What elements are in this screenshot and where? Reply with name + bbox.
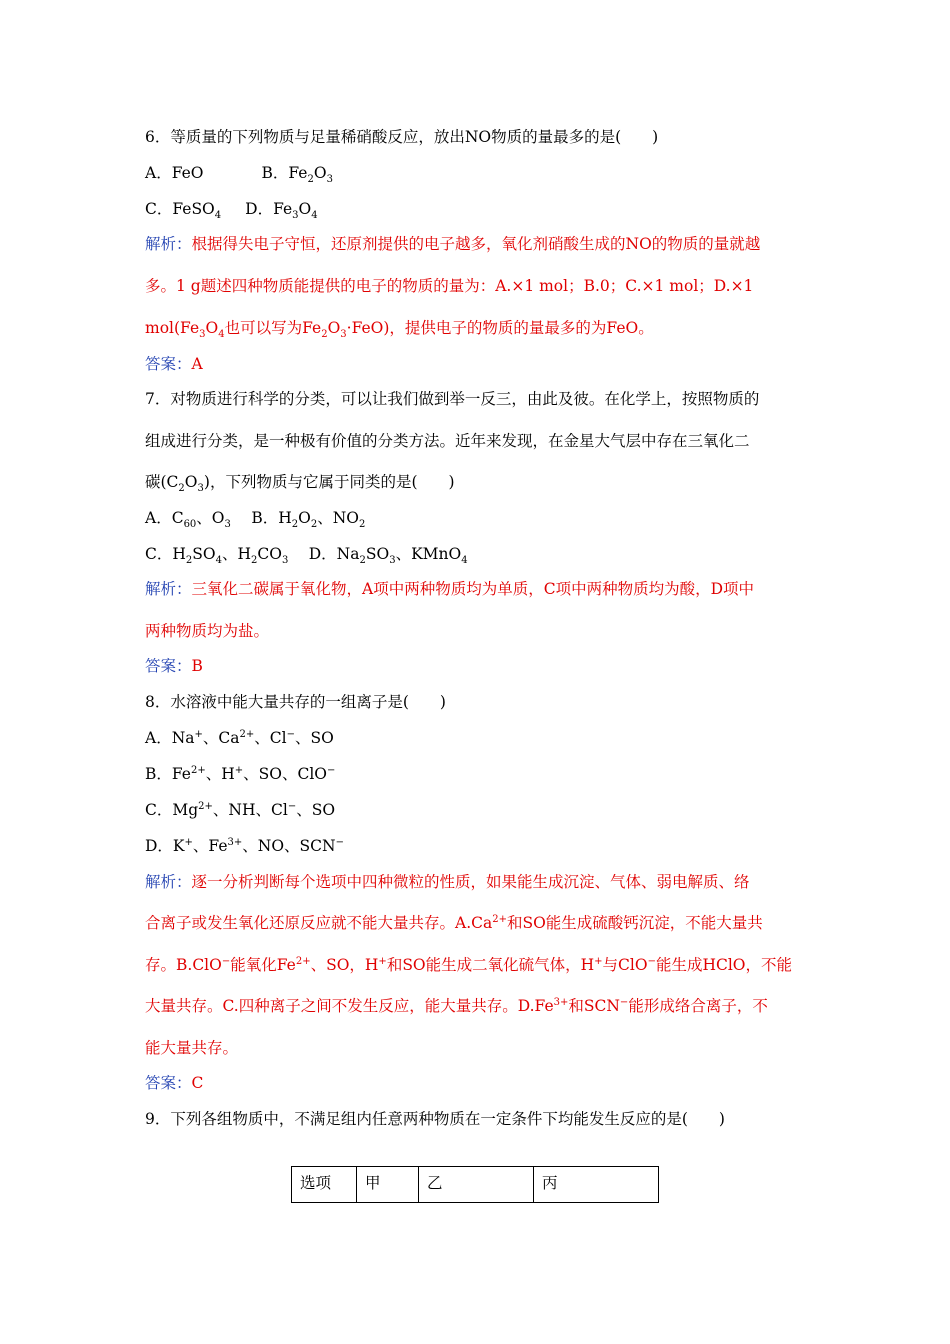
- table-header-cell: 选项: [292, 1167, 357, 1203]
- table-header-cell: 甲: [357, 1167, 419, 1203]
- q8-analysis-line-5: 能大量共存。: [145, 1039, 239, 1057]
- q8-analysis-line-4: 大量共存。C.四种离子之间不发生反应，能大量共存。$D.Fe^{3+}$和SCN−能形成络合离子，不: [145, 996, 768, 1015]
- q8-stem: 8．水溶液中能大量共存的一组离子是( ): [145, 693, 446, 711]
- q7-options-ab: A．$C_{60}$、$O_3$ B．$H_2O_2$、$NO_2$: [145, 509, 366, 531]
- table-header-cell: 丙: [534, 1167, 659, 1203]
- q9-options-table: [291, 1166, 659, 1203]
- table-header-cell: 乙: [419, 1167, 534, 1203]
- q7-stem-line-1: 7．对物质进行科学的分类，可以让我们做到举一反三，由此及彼。在化学上，按照物质的: [145, 390, 760, 408]
- q6-options-ab: A．FeO B．$Fe_2O_3$: [145, 164, 333, 186]
- q8-option-d: D．K+、$Fe^{3+}$、NO、SCN−: [145, 836, 344, 855]
- q7-analysis-line-2: 两种物质均为盐。: [145, 622, 270, 640]
- q6-answer: 答案：A: [145, 355, 203, 373]
- q9-stem: 9．下列各组物质中，不满足组内任意两种物质在一定条件下均能发生反应的是( ): [145, 1110, 725, 1128]
- q8-analysis-line-1: 解析：逐一分析判断每个选项中四种微粒的性质，如果能生成沉淀、气体、弱电解质、络: [145, 873, 750, 891]
- q7-answer: 答案：B: [145, 657, 203, 675]
- q8-analysis-line-2: 合离子或发生氧化还原反应就不能大量共存。$A.Ca^{2+}$和SO能生成硫酸钙沉淀，不能大量共: [145, 913, 763, 932]
- q7-stem-line-2: 组成进行分类，是一种极有价值的分类方法。近年来发现，在金星大气层中存在三氧化二: [145, 432, 750, 450]
- q6-analysis-line-3: $mol(Fe_3O_4$也可以写为$Fe_2O_3\cdot FeO$)，提供电子的物质的量最多的为FeO。: [145, 319, 654, 341]
- q8-option-b: B．$Fe^{2+}$、H+、SO、ClO−: [145, 764, 336, 783]
- q7-options-cd: C．$H_2SO_4$、$H_2CO_3$ D．$Na_2SO_3$、KMnO$_4$: [145, 545, 468, 567]
- q7-stem-line-3: 碳$(C_2O_3)$，下列物质与它属于同类的是( ): [145, 473, 455, 495]
- q8-option-c: C．$Mg^{2+}$、NH、Cl−、SO: [145, 800, 336, 819]
- q7-analysis-line-1: 解析：三氧化二碳属于氧化物，A项中两种物质均为单质，C项中两种物质均为酸，D项中: [145, 580, 754, 598]
- q8-answer: 答案：C: [145, 1074, 204, 1092]
- q6-stem: 6．等质量的下列物质与足量稀硝酸反应，放出NO物质的量最多的是( ): [145, 128, 659, 146]
- q6-options-cd: C．FeSO$_4$ D．$Fe_3O_4$: [145, 200, 318, 222]
- q6-analysis-line-1: 解析：根据得失电子守恒，还原剂提供的电子越多，氧化剂硝酸生成的NO的物质的量就越: [145, 235, 761, 253]
- q6-analysis-line-2: 多。1 g题述四种物质能提供的电子的物质的量为：A.×1 mol；B.0；C.×1 mol；D.×1: [145, 277, 754, 295]
- q8-analysis-line-3: 存。B.ClO−能氧化$Fe^{2+}$、SO，H+和SO能生成二氧化硫气体，H+与ClO−能生成HClO，不能: [145, 955, 793, 974]
- table-header-row: [292, 1167, 659, 1203]
- q8-option-a: A．Na+、$Ca^{2+}$、Cl−、SO: [145, 728, 334, 747]
